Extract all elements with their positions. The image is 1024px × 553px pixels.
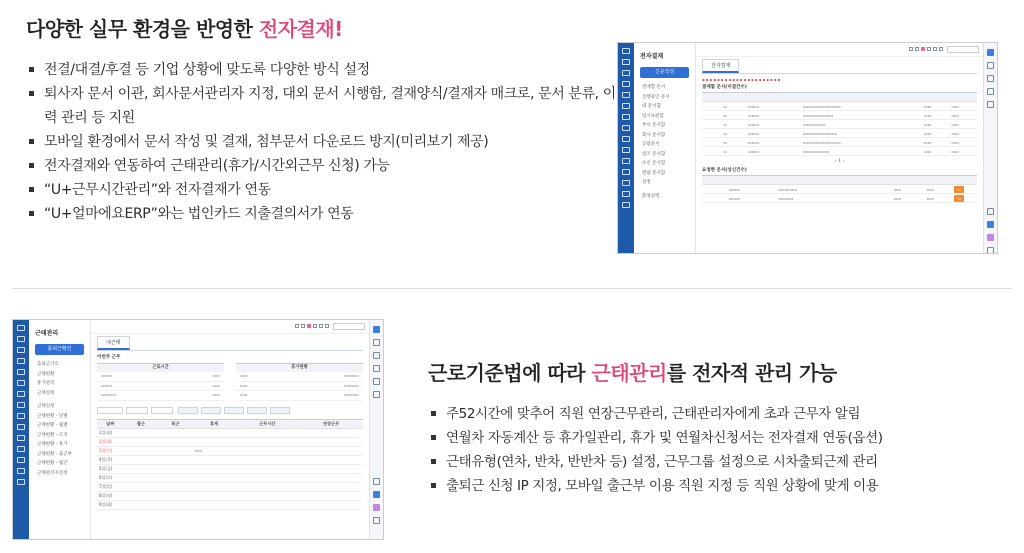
filter-button[interactable]	[247, 407, 267, 414]
sidebar-item-settings[interactable]: 환경설정	[642, 193, 660, 199]
sidebar-item[interactable]: 휴가관리	[37, 381, 55, 386]
e-approval-screenshot	[617, 42, 998, 254]
quick-icon[interactable]	[987, 88, 994, 95]
section1-bullet-list	[26, 58, 616, 226]
table-row[interactable]: ▭ ▭▭▭ ▭▭▭▭▭▭▭ ▭▭ ▭▭	[702, 147, 977, 156]
table-row[interactable]	[97, 473, 363, 482]
day-label: 8일(월)	[97, 491, 124, 500]
filter-bar	[97, 407, 363, 416]
note-icon	[17, 413, 25, 419]
home-icon	[17, 325, 25, 331]
column-header: 연장근무	[299, 419, 363, 428]
mail-icon	[622, 59, 630, 65]
company-select[interactable]	[947, 46, 979, 53]
quick-icon[interactable]	[987, 247, 994, 254]
action-button[interactable]: ▭	[954, 195, 964, 202]
table-row[interactable]: ▭ ▭▭▭ ▭▭▭▭▭▭▭▭▭▭ ▭▭ ▭▭	[702, 138, 977, 147]
column-header: 근무시간	[235, 419, 299, 428]
table-row[interactable]	[97, 500, 363, 509]
table-row[interactable]	[97, 455, 363, 464]
pending-table	[702, 92, 977, 156]
toolbar-icon[interactable]	[933, 47, 937, 51]
quick-icon[interactable]	[373, 339, 380, 346]
quick-icon[interactable]	[987, 75, 994, 82]
table-row[interactable]: ▭ ▭▭▭ ▭▭▭▭▭▭▭▭▭▭ ▭▭ ▭▭	[702, 102, 977, 111]
quick-icon[interactable]	[373, 365, 380, 372]
quick-icon[interactable]	[373, 517, 380, 524]
mail-icon	[17, 336, 25, 342]
sidebar-item[interactable]: 근태현황 - 휴가	[37, 442, 68, 447]
quick-icon[interactable]	[373, 326, 380, 333]
app-title: 근태관리	[35, 330, 59, 337]
filter-button[interactable]	[178, 407, 198, 414]
toolbar-icons	[907, 47, 943, 53]
settings-icon	[622, 202, 630, 208]
sidebar-item[interactable]: 내 문서함	[642, 104, 661, 109]
toolbar-icon[interactable]	[915, 47, 919, 51]
sidebar-item[interactable]: 근태현황 - 월간	[37, 461, 68, 466]
section1-title-accent: 전자결재!	[258, 17, 343, 41]
bullet-item: 근태유형(연차, 반차, 반반차 등) 설정, 근무그룹 설정으로 시차출퇴근제 관리	[428, 450, 1020, 474]
column-header: 날짜	[97, 419, 124, 428]
requested-caption: 요청한 문서(상신건수)	[702, 168, 747, 173]
app-title: 전자결재	[640, 53, 664, 60]
check-in-button[interactable]: 출퇴근확인	[35, 344, 84, 355]
quick-icon[interactable]	[987, 221, 994, 228]
requested-table	[702, 175, 977, 203]
quick-icon[interactable]	[373, 352, 380, 359]
approval-content	[702, 59, 977, 249]
table-row[interactable]	[97, 482, 363, 491]
clock-icon	[17, 424, 25, 430]
quick-icon[interactable]	[373, 491, 380, 498]
quick-icon[interactable]	[373, 504, 380, 511]
quick-icon[interactable]	[373, 478, 380, 485]
toolbar-icon[interactable]	[319, 324, 323, 328]
sidebar-item[interactable]: 근태현황 - 월별	[37, 423, 68, 428]
bullet-item: 전결/대결/후결 등 기업 상황에 맞도록 다양한 방식 설정	[26, 58, 616, 82]
report-icon	[622, 191, 630, 197]
table-row[interactable]: ▭ ▭▭▭ ▭▭▭▭▭▭ ▭▭ ▭▭	[702, 120, 977, 129]
sidebar-item[interactable]: 근태현황	[37, 371, 55, 377]
pagination[interactable]: ‹ 1 ›	[834, 159, 845, 164]
drive-icon	[622, 125, 630, 131]
bullet-item: 전자결재와 연동하여 근태관리(휴가/시간외근무 신청) 가능	[26, 154, 616, 178]
chart-icon	[622, 158, 630, 164]
survey-icon	[622, 180, 630, 186]
month-select[interactable]	[126, 407, 148, 414]
toolbar-icon[interactable]	[325, 324, 329, 328]
table-row[interactable]	[97, 437, 363, 446]
sidebar-item[interactable]: 근태관리자설정	[37, 470, 68, 476]
day-label: 5일(금)	[97, 464, 124, 473]
day-label: 1일(월)	[97, 428, 124, 437]
quick-icon[interactable]	[987, 49, 994, 56]
report-icon	[17, 468, 25, 474]
sidebar-item[interactable]: 결재할 문서	[642, 85, 666, 90]
notice-text: ▪ ▪ ▪ ▪ ▪ ▪ ▪ ▪ ▪ ▪ ▪ ▪ ▪ ▪ ▪ ▪ ▪ ▪ ▪ ▪ ▪	[702, 77, 781, 82]
task-icon	[17, 446, 25, 452]
summary-boxes	[97, 363, 363, 401]
type-select[interactable]	[151, 407, 173, 414]
toolbar-icon[interactable]	[313, 324, 317, 328]
bullet-item: 출퇴근 신청 IP 지정, 모바일 출근부 이용 직원 지정 등 직원 상황에 맞게 이용	[428, 474, 1020, 498]
table-row[interactable]	[97, 428, 363, 437]
table-row[interactable]	[97, 464, 363, 473]
calendar-icon	[622, 70, 630, 76]
drive-icon	[17, 402, 25, 408]
calendar-icon	[17, 347, 25, 353]
quick-icon[interactable]	[373, 378, 380, 385]
approval-icon	[622, 81, 630, 87]
clock-icon	[622, 147, 630, 153]
sidebar-item[interactable]: 진행중인 문서	[642, 94, 670, 100]
bullet-item: “U+근무시간관리”와 전자결재가 연동	[26, 178, 616, 202]
sidebar-item[interactable]: 임시보관함	[642, 113, 664, 119]
sidebar-item[interactable]: 근태현황 - 일별	[37, 413, 68, 419]
section1-title	[26, 13, 343, 42]
home-icon	[622, 48, 630, 54]
toolbar-icon[interactable]	[909, 47, 913, 51]
task-icon	[622, 169, 630, 175]
section1-title-text: 다양한 실무 환경을 반영한	[26, 17, 259, 41]
day-label: 2일(화)	[97, 437, 124, 446]
column-header: 출근	[124, 419, 159, 428]
quick-icon[interactable]	[987, 234, 994, 241]
sidebar-item[interactable]: 부서 문서함	[642, 123, 666, 128]
bullet-item: 모바일 환경에서 문서 작성 및 결재, 첨부문서 다운로드 방지(미리보기 제공)	[26, 130, 616, 154]
sidebar-item[interactable]: 근태현황 - 출근부	[37, 451, 72, 457]
day-label: 7일(일)	[97, 482, 124, 491]
quick-icon[interactable]	[987, 62, 994, 69]
toolbar-icons	[293, 324, 329, 330]
toolbar-icon[interactable]	[295, 324, 299, 328]
contacts-icon	[17, 380, 25, 386]
attendance-content	[97, 336, 363, 535]
left-app-rail	[13, 320, 29, 539]
sidebar-item[interactable]: 회사 문서함	[642, 132, 666, 138]
year-select[interactable]	[97, 407, 123, 414]
sidebar-item[interactable]: 참조 문서함	[642, 151, 666, 157]
pending-caption: 결재할 문서(미결건수)	[702, 85, 747, 90]
left-app-rail	[618, 43, 634, 253]
folder-icon	[17, 391, 25, 397]
table-row[interactable]: ▭ ▭▭▭ ▭▭▭▭▭▭▭▭ ▭▭ ▭▭	[702, 111, 977, 120]
attendance-sidebar	[29, 320, 91, 539]
sidebar-item[interactable]: 근태현황 - 조직	[37, 432, 68, 438]
company-select[interactable]	[333, 323, 365, 330]
section2-bullet-list	[428, 402, 1020, 498]
top-bar	[696, 43, 983, 57]
day-label: 3일(수)	[97, 446, 124, 455]
section2-title-accent: 근태관리	[591, 361, 667, 385]
toolbar-icon[interactable]	[927, 47, 931, 51]
bullet-item: 연월차 자동계산 등 휴가일관리, 휴가 및 연월차신청서는 전자결재 연동(옵션)	[428, 426, 1020, 450]
contacts-icon	[622, 103, 630, 109]
survey-icon	[17, 457, 25, 463]
tab-approval[interactable]: 전자결재	[702, 59, 739, 73]
sidebar-item[interactable]: 근태설정	[37, 390, 55, 396]
sidebar-item[interactable]: 출퇴근기록	[37, 362, 59, 367]
tab-my-attendance[interactable]: 내근태	[97, 336, 130, 350]
new-document-button[interactable]: 신규작성	[640, 67, 689, 78]
attendance-screenshot	[12, 319, 384, 540]
bullet-item: 퇴사자 문서 이관, 회사문서관리자 지정, 대외 문서 시행함, 결재양식/결재자 매크로, 문서 분류, 이력 관리 등 지원	[26, 82, 616, 130]
bullet-item: “U+얼마에요ERP”와는 법인카드 지출결의서가 연동	[26, 202, 616, 226]
section2-title	[428, 357, 837, 386]
section-divider	[12, 288, 1012, 289]
column-header: 휴게	[193, 419, 236, 428]
toolbar-icon[interactable]	[301, 324, 305, 328]
quick-icon[interactable]	[987, 101, 994, 108]
day-label: 9일(화)	[97, 500, 124, 509]
daily-attendance-table	[97, 419, 363, 510]
sidebar-item[interactable]: 설정	[642, 180, 651, 185]
table-row[interactable]: ▭ ▭▭▭ ▭▭▭▭▭▭▭▭▭ ▭▭ ▭▭	[702, 129, 977, 138]
approval-sidebar	[634, 43, 696, 253]
sidebar-item[interactable]: 수신 문서함	[642, 161, 666, 166]
table-row[interactable]: ▭▭▭ ▭▭▭▭▭ ▭▭ ▭▭ ▭	[702, 185, 977, 194]
right-quick-rail	[983, 43, 997, 253]
sidebar-item[interactable]: 근태신청	[37, 404, 55, 409]
top-bar	[91, 320, 369, 334]
day-label: 6일(토)	[97, 473, 124, 482]
board-icon	[17, 369, 25, 375]
work-hours-title: 근로시간	[97, 363, 224, 372]
board-icon	[622, 92, 630, 98]
filter-button[interactable]	[224, 407, 244, 414]
work-hours-box: 근로시간 ▭▭▭ ▭▭ ▭▭▭ ▭▭ ▭▭▭▭ ▭▭	[97, 363, 224, 401]
page-number[interactable]: 1	[838, 159, 841, 164]
bullet-item: 주52시간에 맞추어 직원 연장근무관리, 근태관리자에게 초과 근무자 알림	[428, 402, 1020, 426]
filter-button[interactable]	[201, 407, 221, 414]
settings-icon	[17, 479, 25, 485]
approval-icon	[17, 358, 25, 364]
right-quick-rail	[369, 320, 383, 539]
summary-title: 이번주 근무	[97, 355, 121, 360]
leave-box: 휴가현황 ▭▭ ▭▭▭▭ ▭▭ ▭▭▭▭ ▭▭ ▭▭▭▭	[236, 363, 363, 401]
action-button[interactable]: ▭	[954, 186, 964, 193]
quick-icon[interactable]	[373, 391, 380, 398]
folder-icon	[622, 114, 630, 120]
table-row[interactable]	[97, 491, 363, 500]
quick-icon[interactable]	[987, 208, 994, 215]
leave-title: 휴가현황	[236, 363, 363, 372]
day-label: 4일(목)	[97, 455, 124, 464]
sidebar-item[interactable]: 열람 문서함	[642, 170, 666, 176]
table-row[interactable]: ▭▭▭ ▭▭▭▭ ▭▭ ▭▭ ▭	[702, 194, 977, 203]
chart-icon	[17, 435, 25, 441]
table-row[interactable]: 3일(수) ▭▭	[97, 446, 363, 455]
filter-button[interactable]	[270, 407, 290, 414]
sidebar-item[interactable]: 공람문서	[642, 142, 660, 147]
note-icon	[622, 136, 630, 142]
notification-icon[interactable]	[307, 324, 311, 328]
section2-title-text: 근로기준법에 따라	[428, 361, 592, 385]
column-header: 퇴근	[158, 419, 193, 428]
notification-icon[interactable]	[921, 47, 925, 51]
toolbar-icon[interactable]	[939, 47, 943, 51]
section2-title-suffix: 를 전자적 관리 가능	[666, 361, 837, 385]
